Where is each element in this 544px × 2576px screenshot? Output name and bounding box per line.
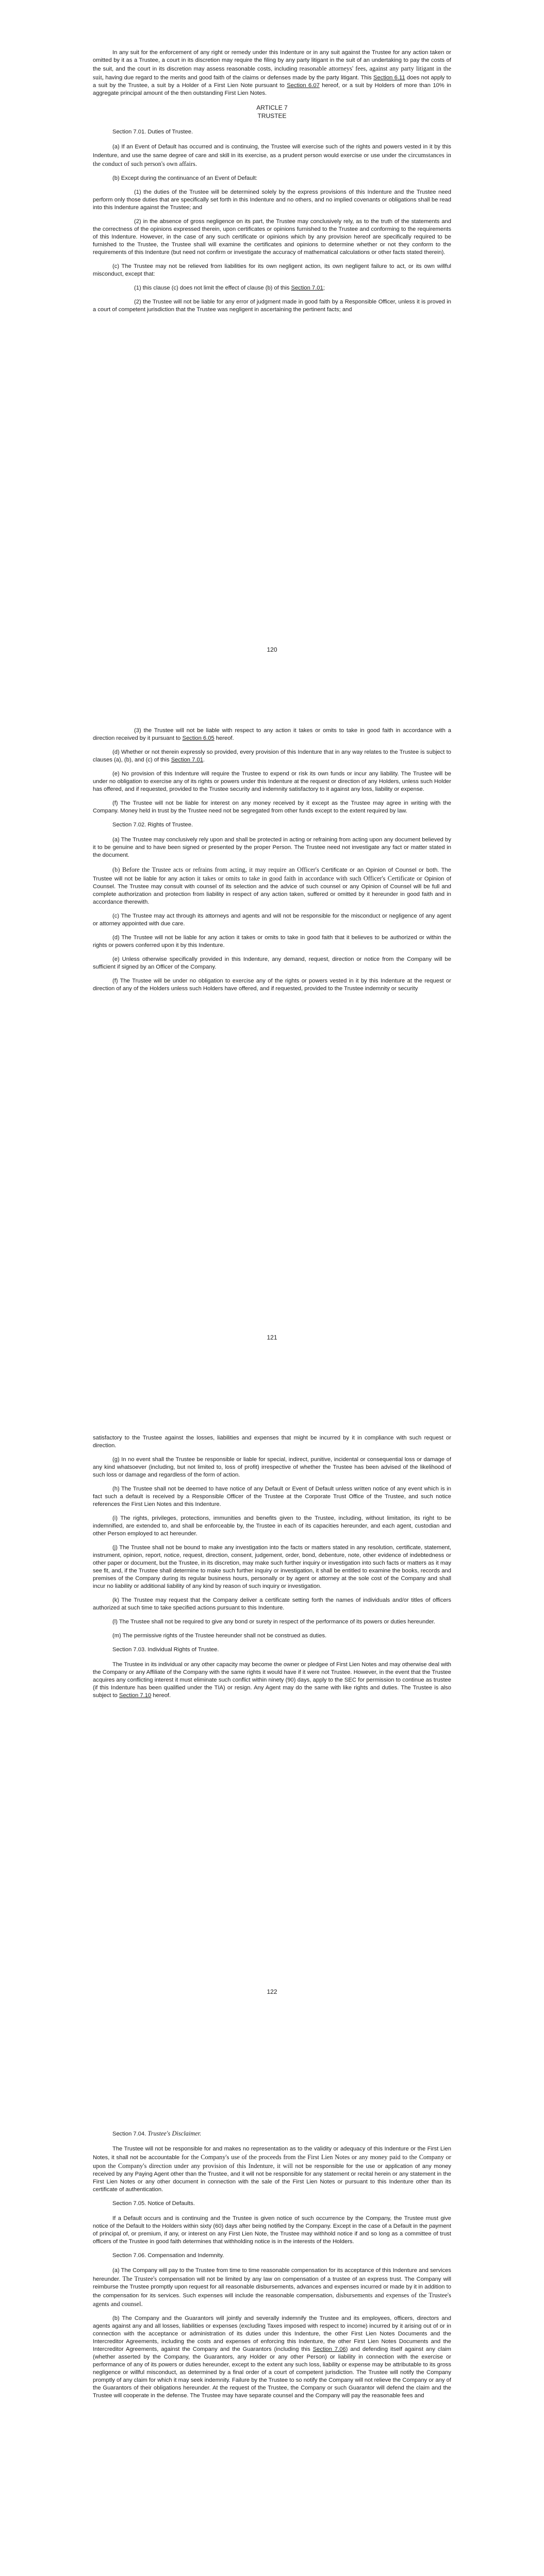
clause-f: (f) The Trustee will not be liable for interest on any money received by it except as the Trustee may agree in writing with the Company. Money held in trust by the Trustee need not be segregated from other funds except to the extent required by law. (93, 800, 451, 814)
section-heading-7-01: Section 7.01. Duties of Trustee. (112, 129, 193, 135)
clause-c-1: (1) this clause (c) does not limit the effect of clause (b) of this Section 7.01; (134, 285, 325, 292)
section-ref-6-05[interactable]: Section 6.05 (182, 735, 215, 741)
section-ref-7-10[interactable]: Section 7.10 (119, 1692, 152, 1699)
clause-a: (a) The Company will pay to the Trustee from time to time reasonable compensation for its acceptance of this Indenture and services hereunder. The Trustee's compensation will not be limited by any law on compensation of a trustee of an express trust. The Company will reimburse the Trustee promptly upon request for all reasonable disbursements, advances and expenses incurred or made by it in addition to the compensation for its services. Such expenses will include the reasonable compensation, disbursements and expenses of the Trustee's agents and counsel. (93, 2267, 451, 2308)
clause-c-2: (2) the Trustee will not be liable for any error of judgment made in good faith by a Responsible Officer, unless it is proved in a court of competent jurisdiction that the Trustee was negligent in ascertaining the pertinent facts; and (93, 299, 451, 313)
page-122-text (93, 1434, 451, 1706)
section-heading-7-03: Section 7.03. Individual Rights of Trustee. (112, 1647, 219, 1653)
clause-h: (h) The Trustee shall not be deemed to have notice of any Default or Event of Default unless written notice of any event which is in fact such a default is received by a Responsible Officer of the Trustee at the Corporate Trust Office of the Trustee, and such notice references the First Lien Notes and this Indenture. (93, 1486, 451, 1507)
section-heading-7-04: Section 7.04. Trustee's Disclaimer. (112, 2130, 202, 2137)
clause-m: (m) The permissive rights of the Trustee hereunder shall not be construed as duties. (112, 1633, 327, 1639)
clause-i: (i) The rights, privileges, protections, immunities and benefits given to the Trustee, including, without limitation, its right to be indemnified, are extended to, and shall be enforceable by, the Trustee in each of its capacities hereunder, and each agent, custodian and other Person employed to act hereunder. (93, 1515, 451, 1537)
clause-b: (b) Except during the continuance of an Event of Default: (112, 175, 258, 182)
section-ref-6-07[interactable]: Section 6.07 (287, 82, 320, 89)
clause-a: (a) The Trustee may conclusively rely upon and shall be protected in acting or refraining from acting upon any document believed by it to be genuine and to have been signed or presented by the proper Person. The Trustee need not investigate any fact or matter stated in the document. (93, 837, 451, 858)
clause-c: (c) The Trustee may not be relieved from liabilities for its own negligent action, its own negligent failure to act, or its own willful misconduct, except that: (93, 263, 451, 278)
clause-d: (d) The Trustee will not be liable for any action it takes or omits to take in good faith that it believes to be authorized or within the rights or powers conferred upon it by this Indenture. (93, 935, 451, 948)
clause-g: (g) In no event shall the Trustee be responsible or liable for special, indirect, punitive, incidental or consequential loss or damage of any kind whatsoever (including, but not limited to, loss of profit) irrespective of whether the Trustee has been advised of the likelihood of such loss or damage and regardless of the form of action. (93, 1456, 451, 1478)
clause-e: (e) Unless otherwise specifically provided in this Indenture, any demand, request, direction or notice from the Company will be sufficient if signed by an Officer of the Company. (93, 956, 451, 970)
section-ref-7-01[interactable]: Section 7.01 (291, 285, 323, 292)
clause-a: (a) If an Event of Default has occurred and is continuing, the Trustee will exercise such of the rights and powers vested in it by this Indenture, and use the same degree of care and skill in its exercise, as a prudent person would exercise or use under the circumstances in the conduct of such person's own affairs. (93, 144, 451, 168)
paragraph-costs-of-suit: In any suit for the enforcement of any right or remedy under this Indenture or in any suit against the Trustee for any action taken or omitted by it as a Trustee, a court in its discretion may require the filing by any party litigant in the suit of an undertaking to pay the costs of the suit, and the court in its discretion may assess reasonable costs, including reasonable attorneys' fees, against any party litigant in the suit, having due regard to the merits and good faith of the claims or defenses made by the party litigant. This Section 6.11 does not apply to a suit by the Trustee, a suit by a Holder of a First Lien Note pursuant to Section 6.07 hereof, or a suit by Holders of more than 10% in aggregate principal amount of the then outstanding First Lien Notes. (93, 49, 451, 96)
clause-c-3: (3) the Trustee will not be liable with respect to any action it takes or omits to take in good faith in accordance with a direction received by it pursuant to Section 6.05 hereof. (93, 727, 451, 741)
page-123-text (93, 2129, 451, 2406)
section-heading-7-06: Section 7.06. Compensation and Indemnity. (112, 2252, 224, 2259)
page-120-text (93, 49, 451, 320)
article-heading: ARTICLE 7 (256, 104, 288, 111)
section-ref-7-06[interactable]: Section 7.06 (312, 2346, 346, 2352)
section-heading-7-05: Section 7.05. Notice of Defaults. (112, 2200, 195, 2207)
clause-l: (l) The Trustee shall not be required to give any bond or surety in respect of the performance of its powers or duties hereunder. (112, 1619, 436, 1625)
clause-d: (d) Whether or not therein expressly so provided, every provision of this Indenture that in any way relates to the Trustee is subject to clauses (a), (b), and (c) of this Section 7.01. (93, 749, 451, 763)
paragraph-individual-rights: The Trustee in its individual or any other capacity may become the owner or pledgee of First Lien Notes and may otherwise deal with the Company or any Affiliate of the Company with the same rights it would have if it were not Trustee. However, in the event that the Trustee acquires any conflicting interest it must eliminate such conflict within ninety (90) days, apply to the SEC for permission to continue as trustee (if this Indenture has been qualified under the TIA) or resign. Any Agent may do the same with like rights and duties. The Trustee is also subject to Section 7.10 hereof. (93, 1662, 451, 1699)
clause-c: (c) The Trustee may act through its attorneys and agents and will not be responsible for the misconduct or negligence of any agent or attorney appointed with due care. (93, 913, 451, 927)
clause-j: (j) The Trustee shall not be bound to make any investigation into the facts or matters stated in any resolution, certificate, statement, instrument, opinion, report, notice, request, direction, consent, judgement, order, bond, debenture, note, other evidence of indebtedness or other paper or document, but the Trustee, in its discretion, may make such further inquiry or investigation into such facts or matters as it may see fit, and, if the Trustee shall determine to make such further inquiry or investigation, it shall be entitled to examine the books, records and premises of the Company during its regular business hours, personally or by agent or attorney at the sole cost of the Company and shall incur no liability or additional liability of any kind by reason of such inquiry or investigation. (93, 1545, 451, 1589)
clause-b: (b) Before the Trustee acts or refrains from acting, it may require an Officer's Certificate or an Opinion of Counsel or both. The Trustee will not be liable for any action it takes or omits to take in good faith in accordance with such Officer's Certificate or Opinion of Counsel. The Trustee may consult with counsel of its selection and the advice of such counsel or any Opinion of Counsel will be full and complete authorization and protection from liability in respect of any action taken, suffered or omitted by it hereunder in good faith and in accordance therewith. (93, 866, 451, 905)
clause-b: (b) The Company and the Guarantors will jointly and severally indemnify the Trustee and its employees, officers, directors and agents against any and all losses, liabilities or expenses (excluding Taxes imposed with respect to income) incurred by it arising out of or in connection with the acceptance or administration of its duties under this Indenture, the other First Lien Notes Documents and the Intercreditor Agreements, including the costs and expenses of enforcing this Indenture, the other First Lien Notes Documents and the Intercreditor Agreements, against the Company and the Guarantors (including this Section 7.06) and defending itself against any claim (whether asserted by the Company, the Guarantors, any Holder or any other Person) or liability in connection with the exercise or performance of any of its powers or duties hereunder, except to the extent any such loss, liability or expense may be attributable to its gross negligence or willful misconduct, as determined by a final order of a court of competent jurisdiction. The Trustee will notify the Company promptly of any claim for which it may seek indemnity. Failure by the Trustee to so notify the Company will not relieve the Company or any of the Guarantors of their obligations hereunder. At the request of the Trustee, the Company or such Guarantor will defend the claim and the Trustee will cooperate in the defense. The Trustee may have separate counsel and the Company will pay the reasonable fees and (93, 2315, 451, 2399)
clause-e: (e) No provision of this Indenture will require the Trustee to expend or risk its own funds or incur any liability. The Trustee will be under no obligation to exercise any of its rights or powers under this Indenture at the request or direction of any Holders, unless such Holder has offered, and if requested, provided to the Trustee security and indemnity satisfactory to it against any loss, liability or expense. (93, 771, 451, 792)
clause-f: (f) The Trustee will be under no obligation to exercise any of the rights or powers vested in it by this Indenture at the request or direction of any of the Holders unless such Holders have offered, and if requested, provided to the Trustee indemnity or security (93, 978, 451, 992)
section-ref-6-11[interactable]: Section 6.11 (373, 75, 405, 81)
clause-b-1: (1) the duties of the Trustee will be determined solely by the express provisions of this Indenture and the Trustee need perform only those duties that are specifically set forth in this Indenture and no others, and no implied covenants or obligations shall be read into this Indenture against the Trustee; and (93, 189, 451, 211)
continued-paragraph: satisfactory to the Trustee against the losses, liabilities and expenses that might be incurred by it in compliance with such request or direction. (93, 1435, 451, 1449)
paragraph-notice-of-defaults: If a Default occurs and is continuing and the Trustee is given notice of such occurrence by the Company, the Trustee must give notice of the Default to the Holders within sixty (60) days after being notified by the Company. Except in the case of a Default in the payment of principal of, or premium, if any, or interest on any First Lien Note, the Trustee may withhold notice if and so long as a committee of trust officers of the Trustee in good faith determines that withholding notice is in the interests of the Holders. (93, 2215, 451, 2245)
paragraph-disclaimer: The Trustee will not be responsible for and makes no representation as to the validity or adequacy of this Indenture or the First Lien Notes, it shall not be accountable for the Company's use of the proceeds from the First Lien Notes or any money paid to the Company or upon the Company's direction under any provision of this Indenture, it will not be responsible for the use or application of any money received by any Paying Agent other than the Trustee, and it will not be responsible for any statement or recital herein or any statement in the First Lien Notes or any other document in connection with the sale of the First Lien Notes or pursuant to this Indenture other than its certificate of authentication. (93, 2146, 452, 2193)
section-ref-7-01[interactable]: Section 7.01 (171, 757, 203, 763)
clause-b-2: (2) in the absence of gross negligence on its part, the Trustee may conclusively rely, as to the truth of the statements and the correctness of the opinions expressed therein, upon certificates or opinions furnished to the Trustee and conforming to the requirements of this Indenture. However, in the case of any such certificate or opinions which by any provision hereof are specifically required to be furnished to the Trustee, the Trustee shall will examine the certificates and opinions to determine whether or not they conform to the requirements of this Indenture (but need not confirm or investigate the accuracy of mathematical calculations or other facts stated therein). (93, 218, 451, 256)
page-121-text (93, 727, 451, 999)
section-heading-7-02: Section 7.02. Rights of Trustee. (112, 822, 193, 828)
article-title: TRUSTEE (257, 112, 287, 120)
page-number: 120 (267, 646, 277, 653)
page-number: 122 (267, 1988, 277, 1995)
clause-k: (k) The Trustee may request that the Company deliver a certificate setting forth the names of individuals and/or titles of officers authorized at such time to take specified actions pursuant to this Indenture. (93, 1597, 451, 1611)
page-number: 121 (267, 1334, 277, 1341)
